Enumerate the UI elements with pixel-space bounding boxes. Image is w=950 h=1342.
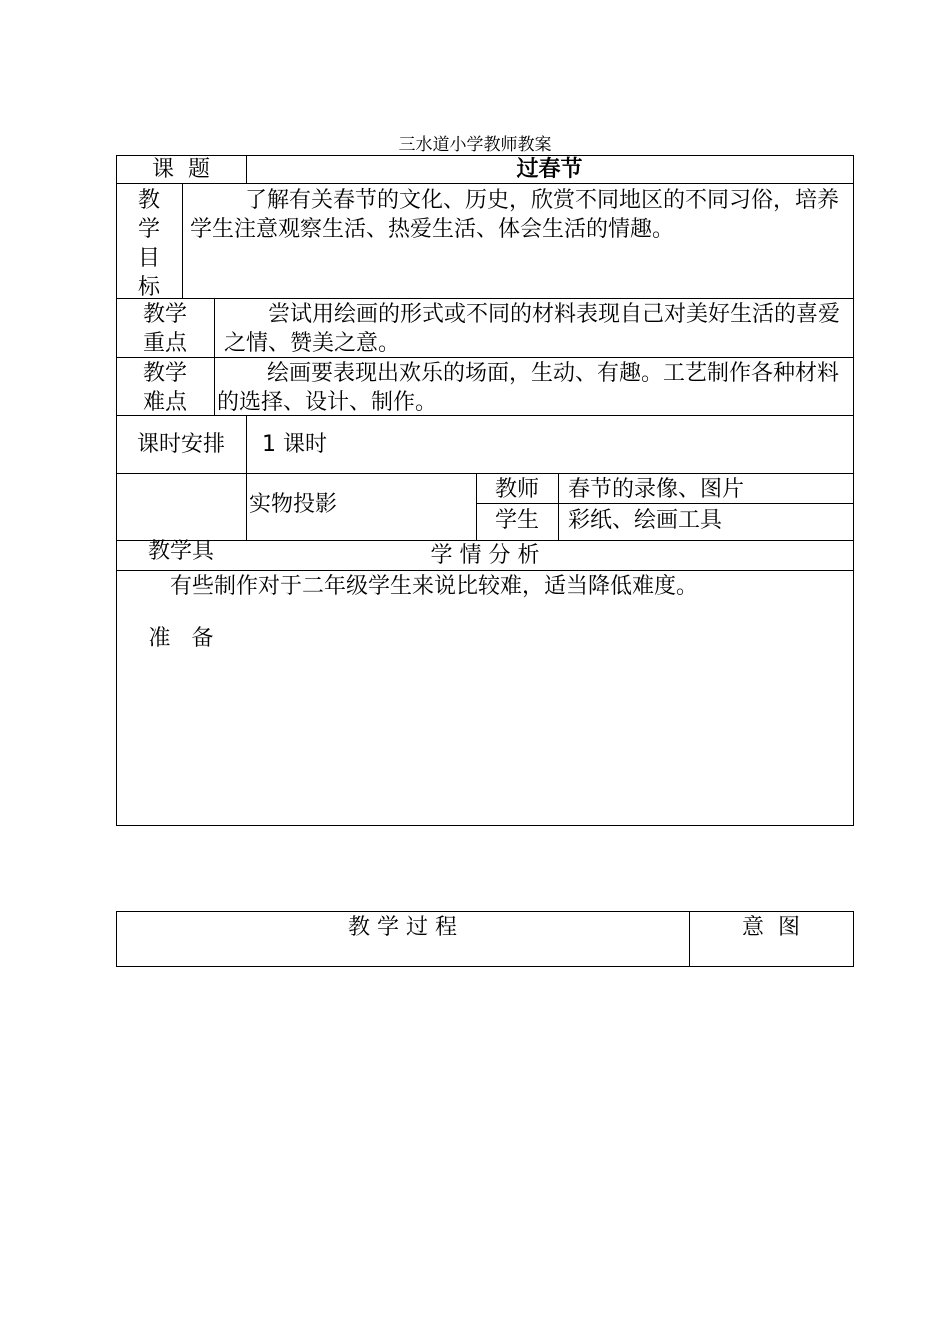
student-label: 学生 xyxy=(494,508,539,533)
teacher-value: 春节的录像、图片 xyxy=(568,477,745,502)
difficulty-label: 教学 难点 xyxy=(142,361,187,415)
analysis-text: 有些制作对于二年级学生来说比较难，适当降低难度。 xyxy=(170,574,699,599)
process-label: 教 学 过 程 xyxy=(348,915,457,940)
key-points-text: 尝试用绘画的形式或不同的材料表现自己对美好生活的喜爱之情、赞美之意。 xyxy=(224,302,841,356)
intent-label: 意 图 xyxy=(742,915,800,940)
tools-value: 实物投影 xyxy=(249,492,338,517)
goals-text: 了解有关春节的文化、历史，欣赏不同地区的不同习俗，培养学生注意观察生活、热爱生活、体会生活的情趣。 xyxy=(190,188,840,242)
topic-label: 课 题 xyxy=(152,157,210,182)
student-value: 彩纸、绘画工具 xyxy=(568,508,723,533)
goals-label: 教 学 目 标 xyxy=(137,188,160,300)
document-title: 三水道小学教师教案 xyxy=(398,135,552,155)
teacher-label: 教师 xyxy=(494,477,539,502)
key-points-label: 教学 重点 xyxy=(142,302,187,356)
topic-value: 过春节 xyxy=(516,157,583,182)
schedule-label: 课时安排 xyxy=(136,432,225,457)
difficulty-text: 绘画要表现出欢乐的场面，生动、有趣。工艺制作各种材料的选择、设计、制作。 xyxy=(217,361,840,415)
schedule-value: 1 课时 xyxy=(262,432,327,457)
tools-label: 教学具 准 备 xyxy=(147,539,214,651)
analysis-label: 学 情 分 析 xyxy=(430,543,540,568)
